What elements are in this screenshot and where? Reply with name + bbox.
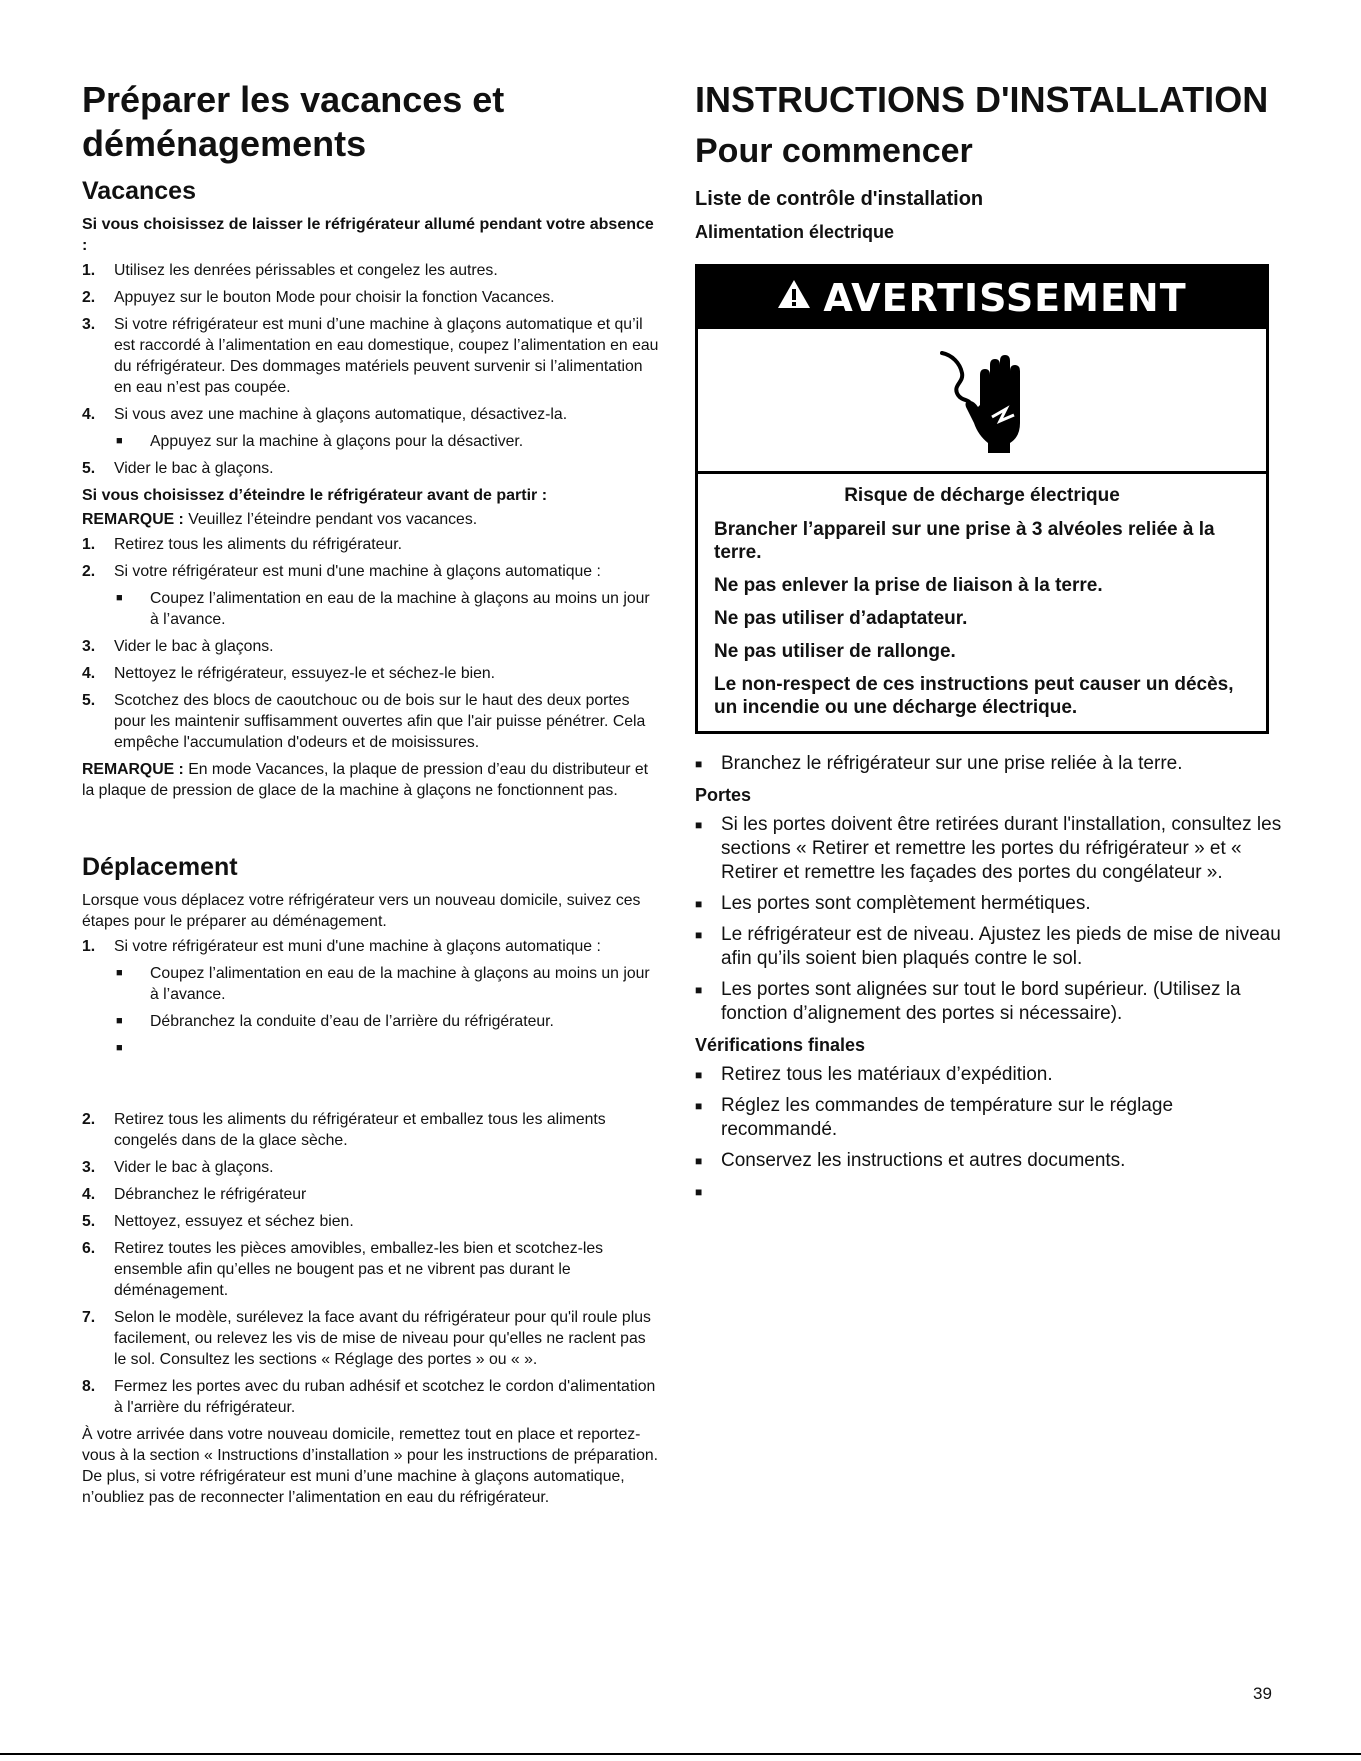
warning-line: Ne pas utiliser d’adaptateur. [714,608,968,629]
bullet-icon: ■ [116,592,123,604]
warning-header: AVERTISSEMENT [698,267,1266,329]
doors-heading: Portes [695,785,752,805]
vacances-intro-off: Si vous choisissez d’éteindre le réfrigérateur avant de partir : [82,487,548,504]
list-item: 6. Retirez toutes les pièces amovibles, emballez-les bien et scotchez-les ensemble afin qu’elles ne bougent pas et ne vibrent pas durant le déménagement. [82,1240,604,1299]
list-item: 1. Retirez tous les aliments du réfrigérateur. [82,536,402,553]
vacances-note: REMARQUE : Veuillez l’éteindre pendant vos vacances. [82,511,478,528]
list-item: 1. Utilisez les denrées périssables et congelez les autres. [82,262,498,279]
bullet-icon: ■ [695,818,703,832]
left-column [82,78,662,1511]
bullet-item: ■ Appuyez sur la machine à glaçons pour la désactiver. [116,433,524,450]
bullet-icon: ■ [695,983,703,997]
deplacement-intro: Lorsque vous déplacez votre réfrigérateur vers un nouveau domicile, suivez ces étapes pour le préparer au déménagement. [82,892,641,930]
final-checks-heading: Vérifications finales [695,1035,866,1055]
bullet-icon: ■ [695,1185,703,1199]
vacances-intro-on: Si vous choisissez de laisser le réfrigérateur allumé pendant votre absence : [82,216,654,254]
bullet-item [695,1180,1285,1204]
deplacement-closing: À votre arrivée dans votre nouveau domicile, remettez tout en place et reportez-vous à la section « Instructions d’installation » pour les instructions de préparation. De plus, si votre réfrigérateur est muni d’une machine à glaçons automatique, n’oubliez pas de reconnecter l’alimentation en eau du réfrigérateur. [82,1426,659,1506]
bullet-icon: ■ [695,757,703,771]
bullet-item: ■ Retirez tous les matériaux d’expédition. [695,1064,1053,1085]
deplacement-heading: Déplacement [82,853,238,881]
bullet-icon: ■ [695,1099,703,1113]
bullet-icon: ■ [116,1015,123,1027]
bullet-item: ■ Les portes sont complètement hermétiques. [695,893,1091,914]
warning-risk-title: Risque de décharge électrique [844,485,1120,506]
list-item: 3. Si votre réfrigérateur est muni d’une machine à glaçons automatique et qu’il est raccordé à l’alimentation en eau domestique, coupez l’alimentation en eau du réfrigérateur. Des dommages matériels peuvent survenir si l’alimentation en eau n’est pas coupée. [82,316,659,396]
warning-line: Brancher l’appareil sur une prise à 3 alvéoles reliée à la terre. [714,519,1215,563]
list-item: 5. Scotchez des blocs de caoutchouc ou de bois sur le haut des deux portes pour les maintenir suffisamment ouvertes afin que l'air puisse pénétrer. Cela empêche l'accumulation d'odeurs et de moisissures. [82,692,646,751]
bullet-item: ■ Les portes sont alignées sur tout le bord supérieur. (Utilisez la fonction d’alignement des portes si nécessaire). [695,979,1241,1024]
warning-body [698,474,1266,731]
bullet-icon: ■ [695,897,703,911]
warning-triangle-icon [777,279,811,317]
list-item: 4. Débranchez le réfrigérateur [82,1186,307,1203]
bullet-item: ■ Branchez le réfrigérateur sur une prise reliée à la terre. [695,753,1183,774]
bullet-item: ■ Conservez les instructions et autres documents. [695,1150,1126,1171]
list-item: 4. Si vous avez une machine à glaçons automatique, désactivez-la. [82,406,568,423]
vacances-heading: Vacances [82,177,196,205]
bullet-item: ■ Le réfrigérateur est de niveau. Ajustez les pieds de mise de niveau afin qu’ils soient bien plaqués contre le sol. [695,924,1281,969]
bullet-icon: ■ [116,1042,123,1054]
bullet-icon: ■ [116,435,123,447]
page-number: 39 [1253,1684,1272,1703]
list-item: 2. Si votre réfrigérateur est muni d'une machine à glaçons automatique : [82,563,601,580]
list-item: 8. Fermez les portes avec du ruban adhésif et scotchez le cordon d'alimentation à l'arrière du réfrigérateur. [82,1378,656,1416]
list-item: 3. Vider le bac à glaçons. [82,1159,274,1176]
warning-line: Ne pas utiliser de rallonge. [714,641,956,662]
bullet-item: ■ Coupez l’alimentation en eau de la machine à glaçons au moins un jour à l’avance. [116,965,650,1003]
bullet-icon: ■ [695,928,703,942]
page-title: Préparer les vacances et déménagements [82,79,505,164]
list-item: 4. Nettoyez le réfrigérateur, essuyez-le et séchez-le bien. [82,665,496,682]
bullet-icon: ■ [695,1154,703,1168]
bullet-icon: ■ [695,1068,703,1082]
list-item: 7. Selon le modèle, surélevez la face avant du réfrigérateur pour qu'il roule plus facilement, ou relevez les vis de mise de niveau pour qu'elles ne raclent pas le sol. Consultez les sections « Réglage des portes » ou « ». [82,1309,651,1368]
install-title: INSTRUCTIONS D'INSTALLATION [695,79,1269,120]
list-item: 3. Vider le bac à glaçons. [82,638,274,655]
warning-line: Ne pas enlever la prise de liaison à la terre. [714,575,1103,596]
bullet-item: ■ Débranchez la conduite d’eau de l’arrière du réfrigérateur. [116,1013,554,1030]
bullet-icon: ■ [116,967,123,979]
bottom-rule [0,1753,1361,1755]
bullet-item: ■ Réglez les commandes de température sur le réglage recommandé. [695,1095,1174,1140]
bullet-item: ■ Coupez l’alimentation en eau de la machine à glaçons au moins un jour à l’avance. [116,590,650,628]
right-column [695,78,1285,1211]
bullet-item [116,1038,662,1059]
list-item: 1. Si votre réfrigérateur est muni d'une machine à glaçons automatique : [82,938,601,955]
vacances-note-2: REMARQUE : En mode Vacances, la plaque de pression d’eau du distributeur et la plaque de pression de glace de la machine à glaçons ne fonctionnent pas. [82,761,649,799]
list-item: 5. Nettoyez, essuyez et séchez bien. [82,1213,354,1230]
list-item: 2. Appuyez sur le bouton Mode pour choisir la fonction Vacances. [82,289,555,306]
vacances-steps-on [82,260,662,425]
electric-shock-hand-icon [698,329,1266,474]
list-item: 2. Retirez tous les aliments du réfrigérateur et emballez tous les aliments congelés dans de la glace sèche. [82,1111,606,1149]
warning-line: Le non-respect de ces instructions peut causer un décès, un incendie ou une décharge électrique. [714,674,1234,718]
install-subtitle: Pour commencer [695,132,973,170]
power-heading: Alimentation électrique [695,222,895,242]
checklist-heading: Liste de contrôle d'installation [695,188,984,210]
bullet-item: ■ Si les portes doivent être retirées durant l'installation, consultez les sections « Retirer et remettre les portes du réfrigérateur » et « Retirer et remettre les façades des portes du congélateur ». [695,814,1282,883]
list-item: 5. Vider le bac à glaçons. [82,460,274,477]
warning-box [695,264,1269,734]
